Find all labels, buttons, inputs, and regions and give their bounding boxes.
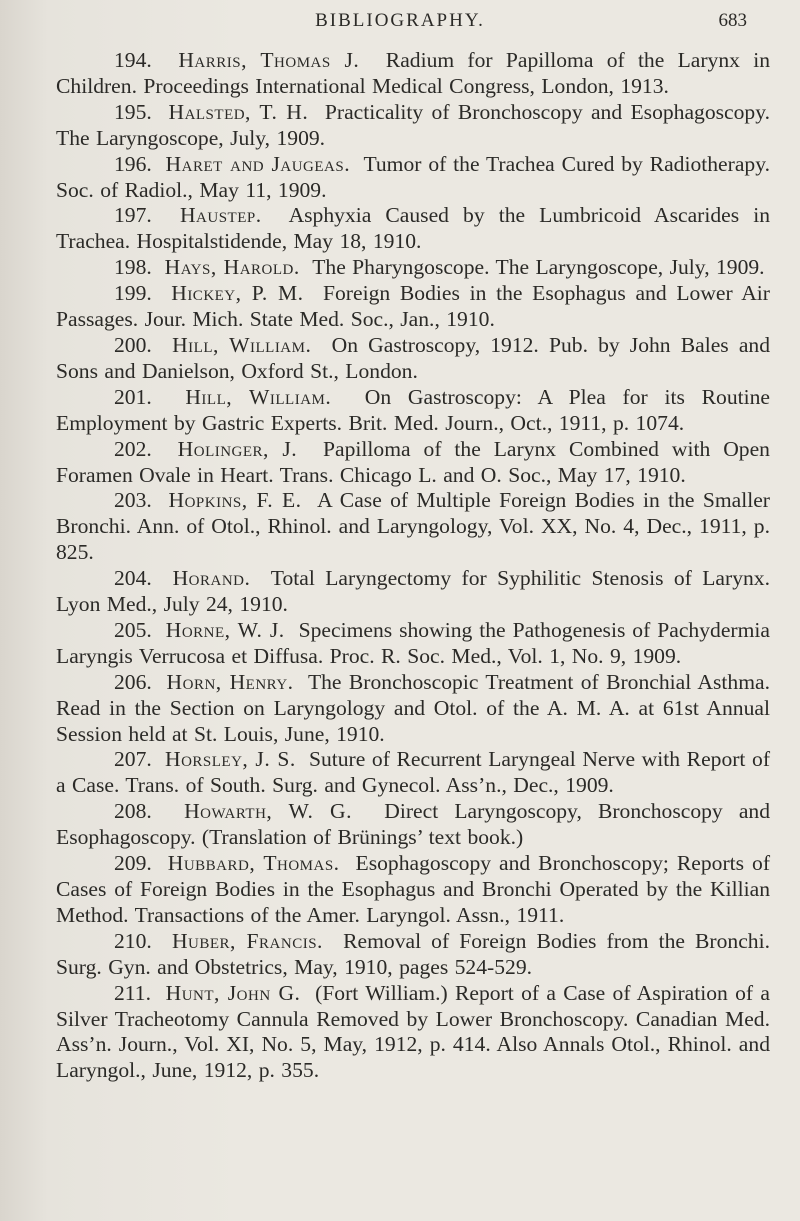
entry-text: Practicality of Bronchoscopy and Esophagoscopy. The Laryngoscope, July, 1909. — [56, 99, 771, 150]
entry-author: Horsley, J. S. — [165, 747, 296, 772]
bibliography-entry — [56, 152, 770, 204]
entry-text: Asphyxia Caused by the Lumbricoid Ascarides in Trachea. Hospitalstidende, May 18, 1910. — [56, 203, 770, 254]
entry-author: Hubbard, Thomas. — [167, 851, 340, 876]
bibliography-entry — [56, 437, 770, 489]
entry-number: 195. — [114, 99, 152, 124]
entry-author: Huber, Francis. — [171, 928, 323, 953]
bibliography-entry — [56, 385, 770, 437]
entry-number: 204. — [114, 566, 152, 591]
entry-author: Hill, William. — [185, 384, 332, 409]
entry-author: Hunt, John G. — [165, 980, 301, 1005]
entry-text: Foreign Bodies in the Esophagus and Lower Air Passages. Jour. Mich. State Med. Soc., Jan., 1910. — [56, 281, 770, 332]
bibliography-entry — [56, 203, 770, 255]
bibliography-entry — [56, 281, 770, 333]
entry-number: 198. — [114, 255, 152, 280]
entry-author: Horn, Henry. — [166, 669, 294, 694]
entry-author: Halsted, T. H. — [168, 99, 309, 124]
entry-number: 208. — [114, 799, 152, 824]
entry-number: 203. — [114, 488, 152, 513]
entry-author: Hays, Harold. — [164, 255, 300, 280]
entry-author: Harris, Thomas J. — [178, 48, 360, 72]
entry-author: Horand. — [172, 566, 251, 591]
entry-number: 209. — [114, 851, 152, 876]
bibliography-entry — [56, 747, 770, 799]
bibliography-entry — [56, 255, 770, 281]
entry-author: Horne, W. J. — [165, 617, 285, 642]
entry-number: 205. — [114, 617, 152, 642]
entry-author: Hickey, P. M. — [171, 281, 304, 306]
entry-number: 194. — [114, 48, 152, 72]
entry-text: The Pharyngoscope. The Laryngoscope, July, 1909. — [312, 255, 765, 280]
entry-text: Papilloma of the Larynx Combined with Open Foramen Ovale in Heart. Trans. Chicago L. and O. Soc., May 17, 1910. — [56, 436, 770, 487]
entry-author: Haustep. — [179, 203, 262, 228]
entry-text: On Gastroscopy: A Plea for its Routine Employment by Gastric Experts. Brit. Med. Journ., Oct., 1911, p. 1074. — [56, 384, 771, 435]
entry-number: 202. — [114, 436, 152, 461]
entry-text: Removal of Foreign Bodies from the Bronchi. Surg. Gyn. and Obstetrics, May, 1910, pages 524-529. — [56, 928, 770, 979]
entry-author: Haret and Jaugeas. — [165, 151, 351, 176]
entry-number: 211. — [114, 980, 151, 1005]
entry-author: Hill, William. — [172, 332, 312, 357]
entry-text: Tumor of the Trachea Cured by Radiotherapy. Soc. of Radiol., May 11, 1909. — [56, 151, 771, 202]
entry-text: Specimens showing the Pathogenesis of Pachydermia Laryngis Verrucosa et Diffusa. Proc. R. Soc. Med., Vol. 1, No. 9, 1909. — [56, 617, 770, 668]
entry-text: Direct Laryngoscopy, Bronchoscopy and Esophagoscopy. (Translation of Brünings’ text book.) — [56, 799, 771, 850]
entry-text: On Gastroscopy, 1912. Pub. by John Bales and Sons and Danielson, Oxford St., London. — [56, 332, 771, 383]
entry-number: 210. — [114, 928, 152, 953]
entry-number: 200. — [114, 332, 152, 357]
bibliography-entry — [56, 981, 770, 1085]
entry-text: (Fort William.) Report of a Case of Aspiration of a Silver Tracheotomy Cannula Removed by Lower Bronchoscopy. Canadian Med. Ass’n. Journ., Vol. XI, No. 5, May, 1912, p. 414. Also Annals Otol., Rhinol. and Laryngol., June, 1912, p. 355. — [56, 980, 771, 1083]
bibliography-entry — [56, 929, 770, 981]
bibliography-entry — [56, 618, 770, 670]
entry-text: A Case of Multiple Foreign Bodies in the Smaller Bronchi. Ann. of Otol., Rhinol. and Laryngology, Vol. XX, No. 4, Dec., 1911, p. 825. — [56, 488, 770, 565]
entry-text: Esophagoscopy and Bronchoscopy; Reports of Cases of Foreign Bodies in the Esophagus and Bronchi Operated by the Killian Method. Transactions of the Amer. Laryngol. Assn., 1911. — [56, 851, 771, 927]
bibliography-entry — [56, 488, 770, 566]
page-number: 683 — [718, 10, 747, 31]
bibliography-entry — [56, 851, 770, 929]
entry-text: Suture of Recurrent Laryngeal Nerve with Report of a Case. Trans. of South. Surg. and Gynecol. Ass’n., Dec., 1909. — [56, 747, 771, 798]
entry-author: Holinger, J. — [177, 436, 298, 461]
bibliography-entry — [56, 670, 770, 748]
running-title: BIBLIOGRAPHY. — [315, 10, 485, 31]
bibliography-entry — [56, 333, 770, 385]
entry-number: 197. — [114, 203, 152, 228]
entry-author: Howarth, W. G. — [184, 799, 352, 824]
entry-number: 196. — [114, 151, 152, 176]
entry-text: Total Laryngectomy for Syphilitic Stenosis of Larynx. Lyon Med., July 24, 1910. — [56, 566, 770, 617]
page-header — [0, 6, 800, 36]
entry-number: 206. — [114, 669, 152, 694]
entry-number: 201. — [114, 384, 152, 409]
bibliography-entry — [56, 100, 770, 152]
entry-text: Radium for Papilloma of the Larynx in Children. Proceedings International Medical Congress, London, 1913. — [56, 48, 770, 98]
entry-author: Hopkins, F. E. — [168, 488, 302, 513]
bibliography-list — [56, 48, 770, 1084]
entry-number: 207. — [114, 747, 152, 772]
entry-text: The Bronchoscopic Treatment of Bronchial Asthma. Read in the Section on Laryngology and Otol. of the A. M. A. at 61st Annual Session held at St. Louis, June, 1910. — [56, 669, 770, 746]
bibliography-entry — [56, 566, 770, 618]
bibliography-entry — [56, 799, 770, 851]
entry-number: 199. — [114, 281, 152, 306]
bibliography-entry — [56, 48, 770, 100]
